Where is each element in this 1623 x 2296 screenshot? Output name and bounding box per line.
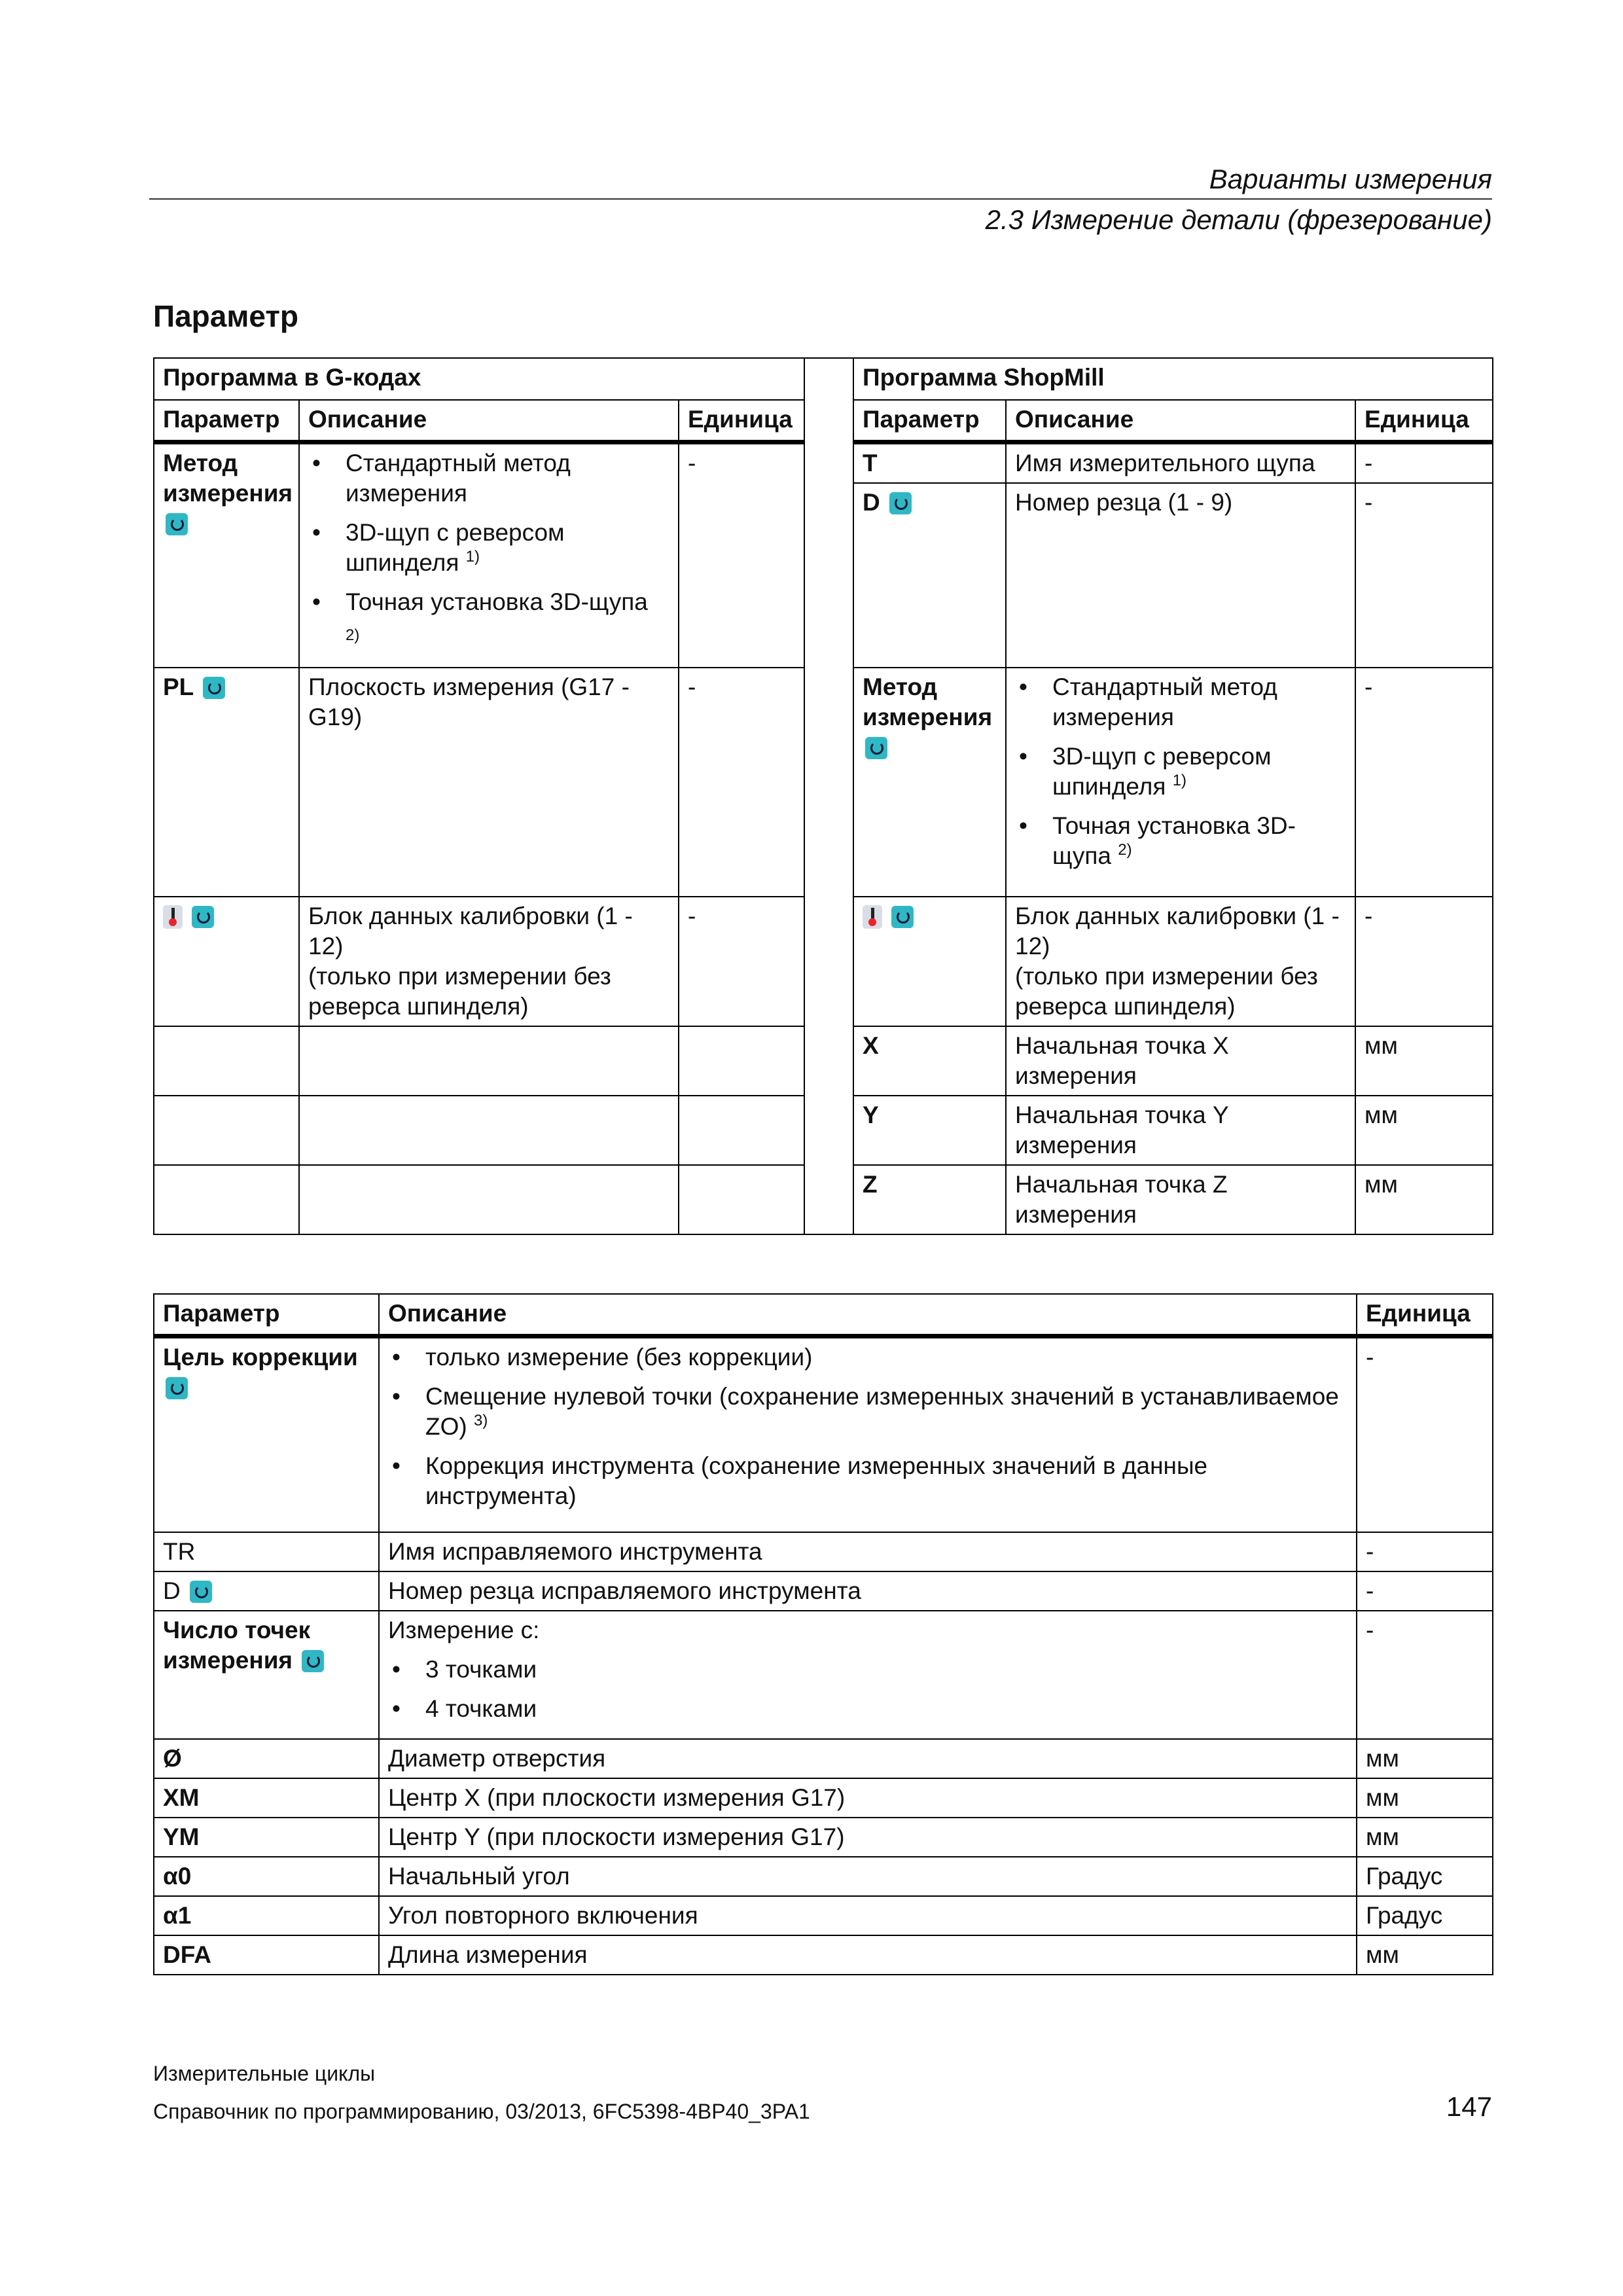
toggle-cycle-icon <box>166 513 188 535</box>
table-cell-param: α0 <box>154 1857 379 1896</box>
footnote-ref: 1) <box>465 547 480 565</box>
table-cell-empty <box>154 1165 299 1234</box>
list-item: • 4 точками <box>388 1694 1348 1724</box>
table-cell-desc: Блок данных калибровки (1 - 12) (только при измерении без реверса шпинделя) <box>299 897 679 1026</box>
page-title: Параметр <box>153 299 298 333</box>
table-cell-empty <box>679 1165 804 1234</box>
list-item: • только измерение (без коррекции) <box>388 1342 1348 1372</box>
table-cell-desc: Диаметр отверстия <box>379 1739 1357 1778</box>
table-cell-param: YM <box>154 1818 379 1857</box>
list-item: • Смещение нулевой точки (сохранение измеренных значений в устанавливаемое ZO) $^{3)}$ <box>388 1382 1348 1442</box>
table-cell-desc <box>1006 668 1355 897</box>
toggle-cycle-icon <box>865 737 887 759</box>
table-cell-unit: - <box>1357 1611 1493 1739</box>
table-cell-unit: мм <box>1355 1096 1493 1165</box>
table-cell-unit: - <box>679 442 804 668</box>
footer-edition: Справочник по программированию, 03/2013, 6FC5398-4BP40_3PA1 <box>153 2100 810 2123</box>
table-cell-unit: - <box>1355 483 1493 668</box>
footnote-ref: 2) <box>346 626 360 644</box>
table-cell-desc: Угол повторного включения <box>379 1896 1357 1935</box>
col-header-param: Параметр <box>154 400 299 442</box>
table-cell-unit: - <box>1357 1571 1493 1611</box>
table-cell-param: Z <box>853 1165 1006 1234</box>
table-cell-param: D <box>853 483 1006 668</box>
table-cell-param: PL <box>154 668 299 897</box>
col-header-unit: Единица <box>1357 1294 1493 1336</box>
table-cell-param <box>853 897 1006 1026</box>
toggle-cycle-icon <box>192 906 214 928</box>
option-list <box>388 1655 1348 1724</box>
option-list <box>388 1342 1348 1511</box>
table-cell-empty <box>299 1165 679 1234</box>
table-cell-empty <box>679 1096 804 1165</box>
col-header-unit: Единица <box>1355 400 1493 442</box>
table-cell-unit: мм <box>1357 1739 1493 1778</box>
header-rule <box>149 198 1492 200</box>
table-cell-empty <box>679 1026 804 1096</box>
col-header-desc: Описание <box>299 400 679 442</box>
table-cell-unit: - <box>1355 442 1493 483</box>
table-cell-unit: - <box>1357 1532 1493 1571</box>
table-spacer <box>804 358 853 1234</box>
footnote-ref: 2) <box>1118 840 1132 859</box>
toggle-cycle-icon <box>190 1581 212 1603</box>
table-cell-param: T <box>853 442 1006 483</box>
page-number: 147 <box>1446 2091 1492 2122</box>
list-item: • Стандартный метод измерения <box>1015 672 1347 732</box>
col-header-desc: Описание <box>379 1294 1357 1336</box>
table-cell-desc: Имя исправляемого инструмента <box>379 1532 1357 1571</box>
list-item: • Коррекция инструмента (сохранение измеренных значений в данные инструмента) <box>388 1451 1348 1511</box>
table-cell-empty <box>299 1096 679 1165</box>
table-cell-desc <box>379 1336 1357 1532</box>
table-cell-param: D <box>154 1571 379 1611</box>
table-cell-param: Число точек измерения <box>154 1611 379 1739</box>
table-cell-unit: мм <box>1355 1165 1493 1234</box>
table-cell-unit: мм <box>1357 1935 1493 1975</box>
table-cell-desc <box>299 442 679 668</box>
table-cell-empty <box>299 1026 679 1096</box>
table-cell-desc: Измерение с: • 3 точками • 4 точками <box>379 1611 1357 1739</box>
footer-book-title: Измерительные циклы <box>153 2062 376 2085</box>
list-item: • Точная установка 3D-щупа $^{2)}$ <box>1015 811 1347 871</box>
table-cell-param: Метод измерения <box>853 668 1006 897</box>
toggle-cycle-icon <box>891 906 914 928</box>
col-header-unit: Единица <box>679 400 804 442</box>
col-header-param: Параметр <box>154 1294 379 1336</box>
parameter-table-programs <box>153 357 1493 1235</box>
section-header: 2.3 Измерение детали (фрезерование) <box>985 204 1492 235</box>
option-list <box>308 448 670 651</box>
shopmill-program-title: Программа ShopMill <box>853 358 1493 400</box>
list-item: • Стандартный метод измерения <box>308 448 670 509</box>
table-cell-param: Цель коррекции <box>154 1336 379 1532</box>
table-cell-desc: Центр X (при плоскости измерения G17) <box>379 1778 1357 1818</box>
list-item: • 3 точками <box>388 1655 1348 1685</box>
option-list <box>1015 672 1347 871</box>
table-cell-empty <box>154 1026 299 1096</box>
table-cell-desc: Длина измерения <box>379 1935 1357 1975</box>
table-cell-unit: - <box>1355 897 1493 1026</box>
table-cell-param: Метод измерения <box>154 442 299 668</box>
gcode-program-title: Программа в G-кодах <box>154 358 804 400</box>
table-cell-desc: Начальная точка Z измерения <box>1006 1165 1355 1234</box>
table-cell-desc: Плоскость измерения (G17 - G19) <box>299 668 679 897</box>
table-cell-desc: Блок данных калибровки (1 - 12) (только при измерении без реверса шпинделя) <box>1006 897 1355 1026</box>
col-header-param: Параметр <box>853 400 1006 442</box>
list-item: • 3D-щуп с реверсом шпинделя $^{1)}$ <box>1015 742 1347 802</box>
table-cell-desc: Номер резца исправляемого инструмента <box>379 1571 1357 1611</box>
table-cell-desc: Начальная точка Y измерения <box>1006 1096 1355 1165</box>
footnote-ref: 1) <box>1172 771 1187 789</box>
toggle-cycle-icon <box>166 1377 188 1399</box>
probe-icon <box>163 905 183 929</box>
table-cell-desc: Имя измерительного щупа <box>1006 442 1355 483</box>
parameter-table-correction <box>153 1293 1493 1975</box>
table-cell-desc: Начальный угол <box>379 1857 1357 1896</box>
chapter-header: Варианты измерения <box>1209 164 1492 194</box>
table-cell-unit: мм <box>1357 1778 1493 1818</box>
table-cell-unit: - <box>679 668 804 897</box>
table-cell-desc: Центр Y (при плоскости измерения G17) <box>379 1818 1357 1857</box>
list-item: • Точная установка 3D-щупа 2) <box>308 587 670 651</box>
footnote-ref: 3) <box>473 1411 488 1429</box>
table-cell-unit: Градус <box>1357 1857 1493 1896</box>
table-cell-unit: Градус <box>1357 1896 1493 1935</box>
toggle-cycle-icon <box>889 492 912 514</box>
table-cell-unit: мм <box>1357 1818 1493 1857</box>
table-cell-desc: Номер резца (1 - 9) <box>1006 483 1355 668</box>
table-cell-param <box>154 897 299 1026</box>
table-cell-desc: Начальная точка X измерения <box>1006 1026 1355 1096</box>
table-cell-param: X <box>853 1026 1006 1096</box>
table-cell-param: Y <box>853 1096 1006 1165</box>
toggle-cycle-icon <box>302 1650 324 1672</box>
table-cell-param: XM <box>154 1778 379 1818</box>
table-cell-unit: мм <box>1355 1026 1493 1096</box>
table-cell-unit: - <box>679 897 804 1026</box>
toggle-cycle-icon <box>203 677 225 699</box>
table-cell-empty <box>154 1096 299 1165</box>
list-item: • 3D-щуп с реверсом шпинделя $^{1)}$ <box>308 518 670 578</box>
col-header-desc: Описание <box>1006 400 1355 442</box>
table-cell-param: Ø <box>154 1739 379 1778</box>
table-cell-param: α1 <box>154 1896 379 1935</box>
probe-icon <box>863 905 882 929</box>
table-cell-param: TR <box>154 1532 379 1571</box>
table-cell-unit: - <box>1355 668 1493 897</box>
table-cell-unit: - <box>1357 1336 1493 1532</box>
table-cell-param: DFA <box>154 1935 379 1975</box>
